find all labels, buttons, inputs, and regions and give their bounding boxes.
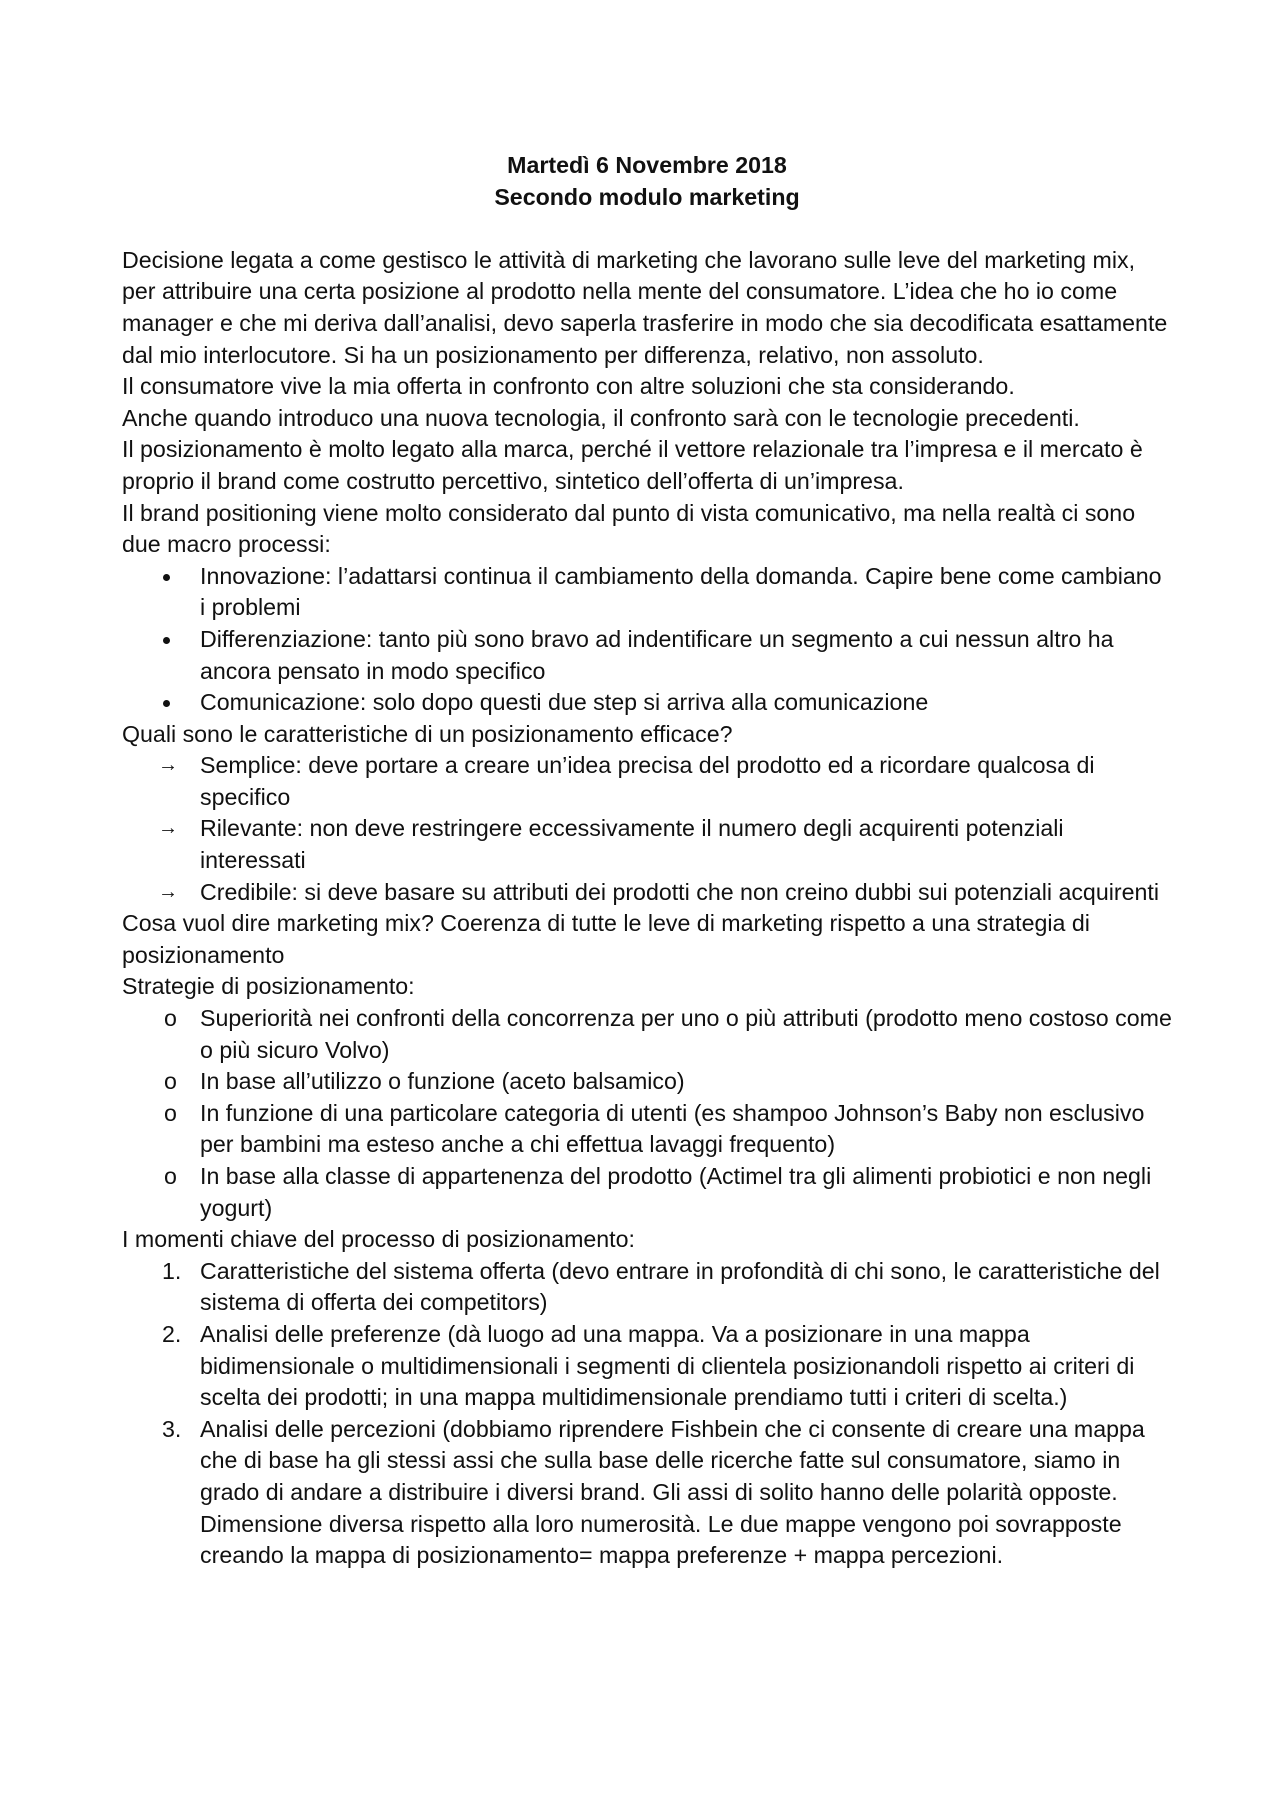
bullet-icon — [163, 574, 170, 581]
list-item-text: Innovazione: l’adattarsi continua il cambiamento della domanda. Capire bene come cambiano i problemi — [200, 562, 1162, 621]
intro-paragraph: Anche quando introduco una nuova tecnologia, il confronto sarà con le tecnologie precedenti. — [122, 404, 1080, 431]
list-item — [122, 1256, 1172, 1319]
list-item — [122, 877, 1172, 909]
intro-paragraph: Decisione legata a come gestisco le attività di marketing che lavorano sulle leve del marketing mix, per attribuire una certa posizione al prodotto nella mente del consumatore. L’idea che ho io come manager e che mi deriva dall’analisi, devo saperla trasferire in modo che sia decodificata esattamente dal mio interlocutore. Si ha un posizionamento per differenza, relativo, non assoluto. — [122, 246, 1168, 368]
list-item — [122, 1161, 1172, 1224]
list-item-text: In base all’utilizzo o funzione (aceto balsamico) — [200, 1068, 685, 1095]
intro-paragraph: Il consumatore vive la mia offerta in confronto con altre soluzioni che sta considerando. — [122, 373, 1015, 400]
list-number: 3. — [162, 1415, 182, 1442]
strategies-heading: Strategie di posizionamento: — [122, 973, 415, 1000]
list-item — [122, 687, 1172, 719]
list-item — [122, 1098, 1172, 1161]
circle-bullet-icon: o — [164, 1163, 177, 1189]
circle-bullet-icon: o — [164, 1099, 177, 1126]
list-number: 1. — [162, 1257, 182, 1284]
marketing-mix-paragraph: Cosa vuol dire marketing mix? Coerenza di tutte le leve di marketing rispetto a una strategia di posizionamento — [122, 910, 1090, 968]
intro-paragraph: Il posizionamento è molto legato alla marca, perché il vettore relazionale tra l’impresa e il mercato è proprio il brand come costrutto percettivo, sintetico dell’offerta di un’impresa. — [122, 436, 1143, 494]
document-page — [122, 150, 1172, 1572]
circle-bullet-icon: o — [164, 1005, 177, 1032]
arrow-right-icon: → — [158, 754, 178, 777]
effective-positioning-question: Quali sono le caratteristiche di un posizionamento efficace? — [122, 720, 733, 747]
list-item-text: Analisi delle percezioni (dobbiamo riprendere Fishbein che ci consente di creare una mappa che di base ha gli stessi assi che sulla base delle ricerche fatte sul consumatore, siamo in grado di andare a distribuire i diversi brand. Gli assi di solito hanno delle polarità opposte. Dimensione diversa rispetto alla loro numerosità. Le due mappe vengono poi sovrapposte creando la mappa di posizionamento= mappa preferenze + mappa percezioni. — [200, 1415, 1145, 1569]
list-item-text: Analisi delle preferenze (dà luogo ad una mappa. Va a posizionare in una mappa bidimensionale o multidimensionali i segmenti di clientela posizionandoli rispetto ai criteri di scelta dei prodotti; in una mappa multidimensionale prendiamo tutti i criteri di scelta.) — [200, 1320, 1135, 1411]
list-item-text: Comunicazione: solo dopo questi due step si arriva alla comunicazione — [200, 689, 929, 716]
list-item — [122, 1414, 1172, 1572]
arrow-right-icon: → — [158, 817, 178, 840]
arrow-right-icon: → — [158, 880, 178, 903]
list-item — [122, 1066, 1172, 1098]
intro-paragraph: Il brand positioning viene molto considerato dal punto di vista comunicativo, ma nella realtà ci sono due macro processi: — [122, 499, 1136, 558]
key-moments-heading: I momenti chiave del processo di posizionamento: — [122, 1226, 635, 1253]
list-number: 2. — [162, 1320, 182, 1347]
list-item — [122, 1003, 1172, 1066]
document-title: Secondo modulo marketing — [494, 183, 800, 210]
list-item-text: In base alla classe di appartenenza del prodotto (Actimel tra gli alimenti probiotici e non negli yogurt) — [200, 1163, 1152, 1221]
list-item-text: Caratteristiche del sistema offerta (devo entrare in profondità di chi sono, le caratteristiche del sistema di offerta dei competitors) — [200, 1257, 1160, 1316]
characteristics-list — [122, 750, 1172, 908]
bullet-icon — [163, 700, 170, 707]
list-item-text: Rilevante: non deve restringere eccessivamente il numero degli acquirenti potenziali interessati — [200, 815, 1064, 874]
list-item — [122, 750, 1172, 813]
list-item-text: Superiorità nei confronti della concorrenza per uno o più attributi (prodotto meno costoso come o più sicuro Volvo) — [200, 1005, 1172, 1063]
list-item-text: In funzione di una particolare categoria di utenti (es shampoo Johnson’s Baby non esclusivo per bambini ma esteso anche a chi effettua lavaggi frequento) — [200, 1099, 1145, 1158]
list-item-text: Semplice: deve portare a creare un’idea precisa del prodotto ed a ricordare qualcosa di specifico — [200, 752, 1095, 810]
list-item — [122, 624, 1172, 687]
list-item-text: Credibile: si deve basare su attributi dei prodotti che non creino dubbi sui potenziali acquirenti — [200, 878, 1159, 905]
document-date: Martedì 6 Novembre 2018 — [507, 152, 787, 178]
list-item — [122, 1319, 1172, 1414]
list-item — [122, 813, 1172, 876]
key-moments-list — [122, 1256, 1172, 1572]
list-item — [122, 561, 1172, 624]
macro-processes-list — [122, 561, 1172, 719]
circle-bullet-icon: o — [164, 1068, 177, 1095]
list-item-text: Differenziazione: tanto più sono bravo ad indentificare un segmento a cui nessun altro ha ancora pensato in modo specifico — [200, 625, 1114, 684]
spacer — [122, 213, 1172, 245]
strategies-list — [122, 1003, 1172, 1224]
bullet-icon — [163, 637, 170, 644]
